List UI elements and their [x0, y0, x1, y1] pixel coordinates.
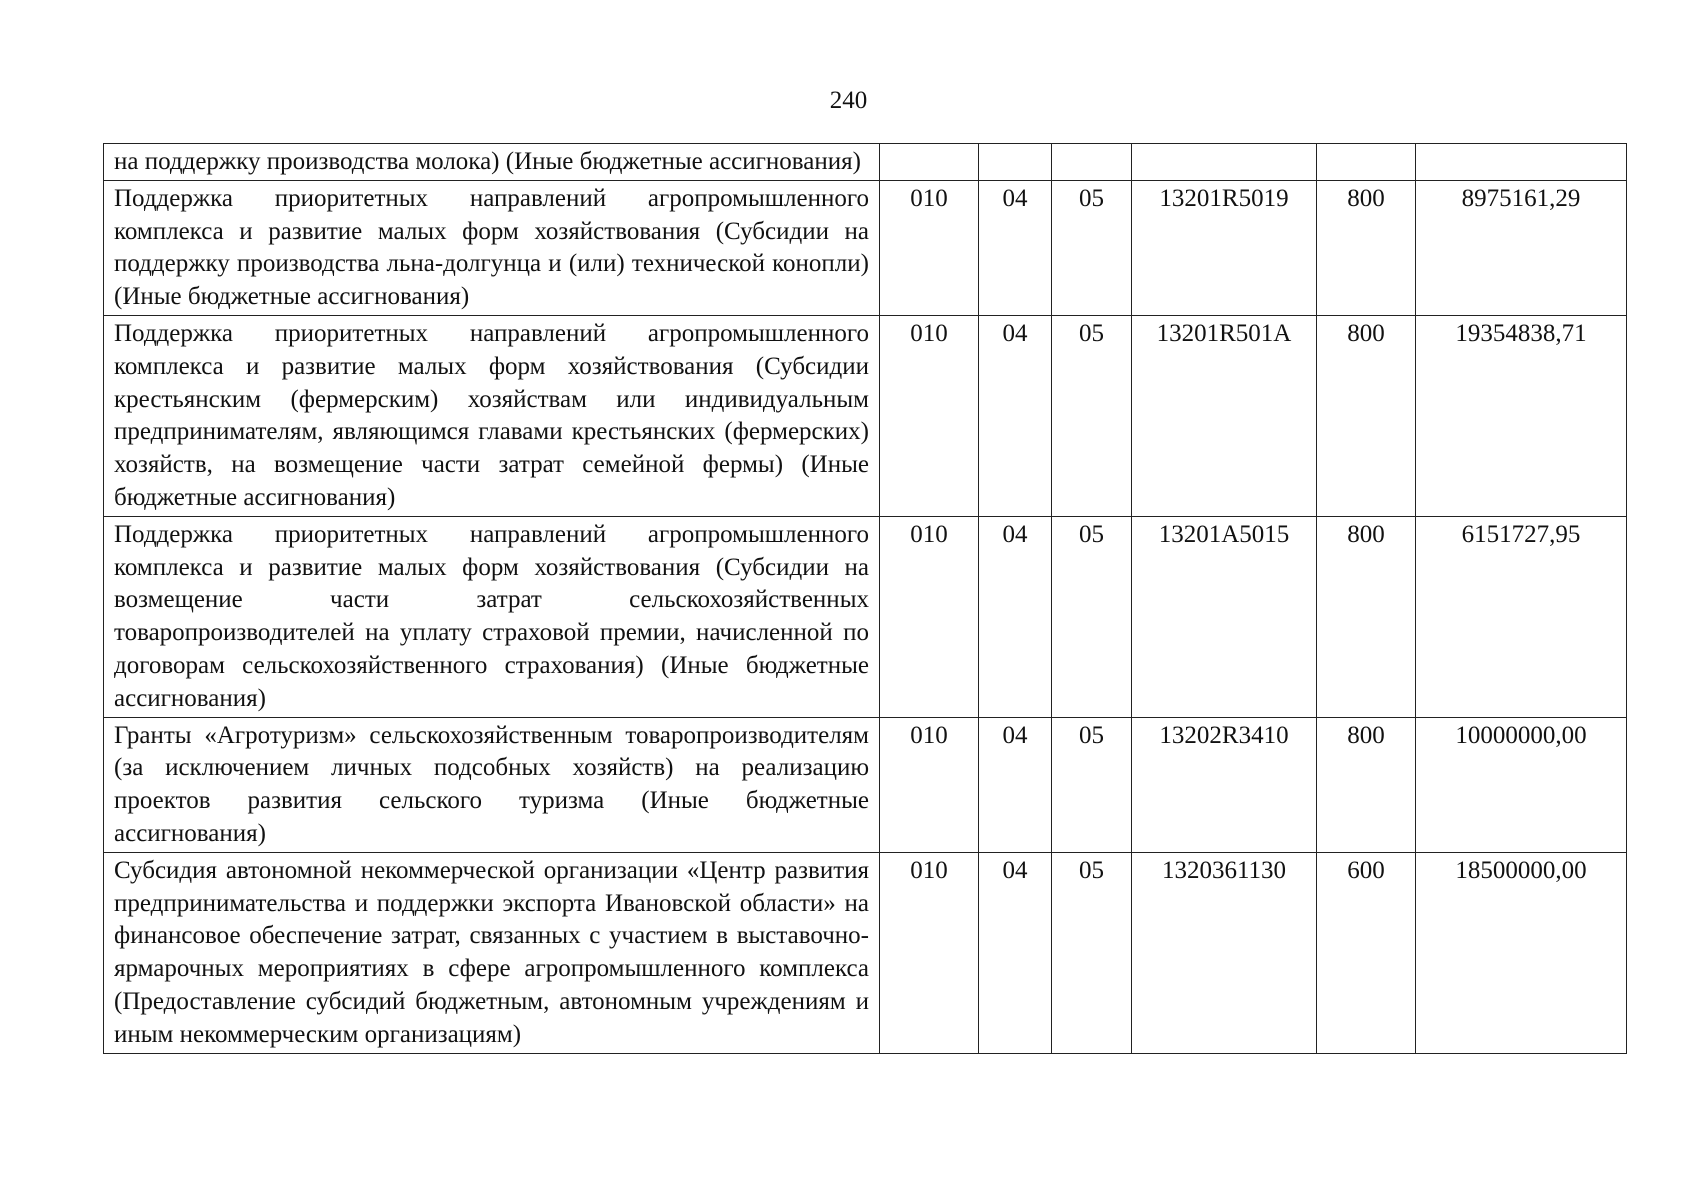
row-section: 04	[979, 852, 1052, 1053]
row-expense-type: 800	[1317, 516, 1416, 717]
row-section: 04	[979, 516, 1052, 717]
row-subsection: 05	[1052, 315, 1132, 516]
table-row	[104, 852, 1627, 1053]
row-target-code: 1320361130	[1132, 852, 1317, 1053]
row-amount: 18500000,00	[1416, 852, 1627, 1053]
row-description: Поддержка приоритетных направлений агропромышленного комплекса и развитие малых форм хозяйствования (Субсидии на поддержку производства льна-долгунца и (или) технической конопли) (Иные бюджетные ассигнования)	[104, 180, 880, 315]
row-expense-type: 800	[1317, 180, 1416, 315]
row-section	[979, 144, 1052, 181]
row-section: 04	[979, 717, 1052, 852]
table-row	[104, 180, 1627, 315]
row-gov-code: 010	[880, 717, 979, 852]
row-amount: 10000000,00	[1416, 717, 1627, 852]
table-row	[104, 717, 1627, 852]
row-amount: 6151727,95	[1416, 516, 1627, 717]
row-subsection: 05	[1052, 852, 1132, 1053]
row-subsection: 05	[1052, 717, 1132, 852]
row-expense-type: 600	[1317, 852, 1416, 1053]
row-amount: 8975161,29	[1416, 180, 1627, 315]
table-row	[104, 516, 1627, 717]
budget-table	[103, 143, 1627, 1054]
row-description: Гранты «Агротуризм» сельскохозяйственным товаропроизводителям (за исключением личных подсобных хозяйств) на реализацию проектов развития сельского туризма (Иные бюджетные ассигнования)	[104, 717, 880, 852]
row-subsection	[1052, 144, 1132, 181]
row-gov-code: 010	[880, 180, 979, 315]
row-target-code	[1132, 144, 1317, 181]
row-gov-code	[880, 144, 979, 181]
row-section: 04	[979, 180, 1052, 315]
row-gov-code: 010	[880, 315, 979, 516]
row-amount: 19354838,71	[1416, 315, 1627, 516]
row-target-code: 13201A5015	[1132, 516, 1317, 717]
row-description: Субсидия автономной некоммерческой организации «Центр развития предпринимательства и поддержки экспорта Ивановской области» на финансовое обеспечение затрат, связанных с участием в выставочно-ярмарочных мероприятиях в сфере агропромышленного комплекса (Предоставление субсидий бюджетным, автономным учреждениям и иным некоммерческим организациям)	[104, 852, 880, 1053]
row-gov-code: 010	[880, 852, 979, 1053]
row-target-code: 13201R501A	[1132, 315, 1317, 516]
row-target-code: 13202R3410	[1132, 717, 1317, 852]
page-number: 240	[829, 87, 868, 114]
row-description: Поддержка приоритетных направлений агропромышленного комплекса и развитие малых форм хозяйствования (Субсидии крестьянским (фермерским) хозяйствам или индивидуальным предпринимателям, являющимся главами крестьянских (фермерских) хозяйств, на возмещение части затрат семейной фермы) (Иные бюджетные ассигнования)	[104, 315, 880, 516]
row-section: 04	[979, 315, 1052, 516]
row-expense-type: 800	[1317, 717, 1416, 852]
row-expense-type: 800	[1317, 315, 1416, 516]
table-row	[104, 144, 1627, 181]
table-row	[104, 315, 1627, 516]
row-amount	[1416, 144, 1627, 181]
row-description: на поддержку производства молока) (Иные бюджетные ассигнования)	[104, 144, 880, 181]
row-subsection: 05	[1052, 516, 1132, 717]
row-expense-type	[1317, 144, 1416, 181]
row-gov-code: 010	[880, 516, 979, 717]
row-subsection: 05	[1052, 180, 1132, 315]
row-target-code: 13201R5019	[1132, 180, 1317, 315]
row-description: Поддержка приоритетных направлений агропромышленного комплекса и развитие малых форм хозяйствования (Субсидии на возмещение части затрат сельскохозяйственных товаропроизводителей на уплату страховой премии, начисленной по договорам сельскохозяйственного страхования) (Иные бюджетные ассигнования)	[104, 516, 880, 717]
